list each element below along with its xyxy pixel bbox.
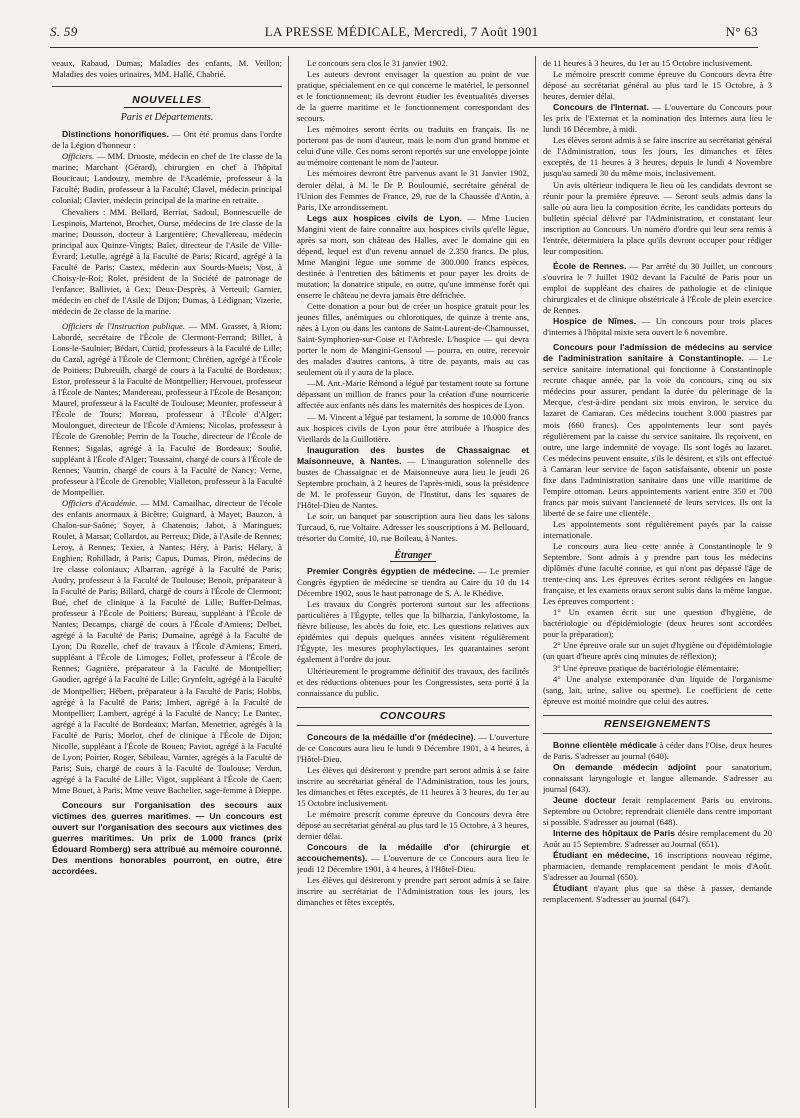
paragraph: Le concours aura lieu cette année à Constantinople le 9 Septembre. Sont admis à y prendre part tous les médecins diplômés d'une faculté connue, et qui n'ont pas dépassé l'âge de trente-cinq ans. Les épreuves écrites seront rédigées en langue française, et les examens oraux seront subis dans la même langue. Les épreuves comportent :: [543, 541, 772, 607]
paragraph: 2° Une épreuve orale sur un sujet d'hygiène ou d'épidémiologie (un quart d'heure après cinq minutes de réflexion);: [543, 640, 772, 662]
classified-ad: Étudiant n'ayant plus que sa thèse à passer, demande remplacement. S'adresser au journal (647).: [543, 883, 772, 905]
article-legs-lyon: Legs aux hospices civils de Lyon. — Mme Lucien Mangini vient de faire connaître aux hospices civils qu'elle lègue, après sa mort, son château des Halles, avec le domaine qui en dépend, lequel est d'un revenu annuel de 2.350 francs. De plus, Mme Mangini lègue une somme de 300.000 francs espèces, destinée à l'entretien des bâtiments et pour payer les droits de mutation; la donatrice stipule, en outre, qu'une immense forêt qui enserre le château ne devra jamais être défrichée.: [297, 212, 529, 300]
paragraph: — M. Vincent a légué par testament, la somme de 10.000 francs aux hospices civils de Lyon pour être attribuée à l'hospice des Vieillards de la Guillotière.: [297, 411, 529, 444]
paragraph: Cette donation a pour but de créer un hospice gratuit pour les jeunes filles, anémiques ou chlorotiques, de quinze à trente ans, nées à Lyon ou dans les cantons de Saint-Laurent-de-Chamousset, Saint-Symphorien-sur-Coise et l'Arbresle. L'hospice — qui devra porter le nom de Mangini-Gensoul — pourra, en outre, recevoir des malades d'autres cantons, à titre de payants, mais au cas seulement où il y aura de la place.: [297, 301, 529, 378]
article-distinctions: Distinctions honorifiques. — Ont été promus dans l'ordre de la Légion d'honneur :: [52, 129, 282, 151]
paragraph: —M. Ant.-Marie Rémond a légué par testament toute sa fortune dépassant un million de francs pour la création d'une nourricerie affectée aux enfants nés dans les maternités des hospices de Lyon.: [297, 378, 529, 411]
article-internat: Concours de l'Internat. — L'ouverture du Concours pour les prix de l'Externat et la nomination des Internes aura lieu le lundi 16 Décembre, à midi.: [543, 102, 772, 135]
journal-title: LA PRESSE MÉDICALE, Mercredi, 7 Août 1901: [264, 24, 539, 39]
column-right: [543, 58, 772, 1108]
column-left: [52, 58, 282, 1108]
article-concours-secours: Concours sur l'organisation des secours aux victimes des guerres maritimes. — Un concours est ouvert sur l'organisation des secours aux victimes des guerres maritimes. Un prix de 1.000 francs (prix Édouard Romberg) sera attribué au mémoire couronné. Des mentions honorables pourront, en outre, être accordées.: [52, 800, 282, 877]
article-inauguration: Inauguration des bustes de Chassaignac et Maisonneuve, à Nantes. — L'inauguration solennelle des bustes de Chassaignac et de Maisonneuve aura lieu le jeudi 26 Septembre prochain, à 2 heures de l'après-midi, sous la présidence de M. le professeur Guyon, de l'Institut, dans les squares de l'Hôtel-Dieu de Nantes.: [297, 444, 529, 510]
article-hospice-nimes: Hospice de Nîmes. — Un concours pour trois places d'internes à l'hôpital mixte sera ouvert le 6 novembre.: [543, 316, 772, 338]
paragraph: Les auteurs devront envisager la question au point de vue pratique, spécialement en ce qui concerne le matériel, le personnel et le fonctionnement; ils devront étudier les éventualités diverses de la guerre maritime et le fonctionnement correspondant des secours.: [297, 69, 529, 124]
paragraph: 3° Une épreuve pratique de bactériologie élémentaire;: [553, 662, 739, 673]
section-title-concours: CONCOURS: [297, 707, 529, 726]
subsection-paris: Paris et Départements.: [120, 112, 214, 124]
paragraph: Les élèves qui désireront y prendre part seront admis à se faire inscrire au secrétariat général de l'Administration, tous les jours, les dimanches et fêtes exceptés, de 11 heures à 3 heures, du 1er au 15 Octobre inclusivement.: [297, 764, 529, 808]
paragraph: Officiers d'Académie. — MM. Camailhac, directeur de l'école des enfants anormaux à Bicêtre; Guignard, à Mayet; Bauzon, à Chalon-sur-Saône; Soyer, à Chatenois; Jabot, à Maringues; Roulet, à Marsat; Collardot, au Perreux; Dide, à l'Asile de Rennes; Leroy, à Rennes; Texier, à Nantes; Héry, à Paris; Hélary, à Enghien; Rohilladr, à Paris; Capus, Dumas, Piron, médecins de 1re classe coloniaux; Albarran, agrégé à la Faculté de Paris; Audry, professeur à la Faculté de Toulouse; Benoit, préparateur à la Faculté de Paris; Billard, chargé de cours à l'École de Clermont; Bué, chef de clinique à la Faculté de Lille; Buffet-Delmas, professeur à l'École de Poitiers; Bureau, suppléant à l'École de Nantes; Decamps, chargé de cours à l'École d'Amiens; Delbet, agrégé à la Faculté de Paris; Dumaine, agrégé à la Faculté de Lyon; Du Rozelle, chef de travaux à l'École d'Amiens; Emeri, suppléant à l'École de Limoges; Follet, professeur à l'École de Rennes; Gagnière, préparateur à la Faculté de Montpellier; Gaudier, agrégé à la Faculté de Lille; Grynfeltt, agrégé à la Faculté de Montpellier; Hébert, préparateur à la Faculté de Paris; Hobbs, agrégé à la Faculté de Paris; Imbert, agrégé à la Faculté de Montpellier; Lambert, agrégé à la Faculté de Nancy; Le Dantec, agrégé à la Faculté de Bordeaux; Marfan, Menetrier, agrégés à la Faculté de Paris; Morlot, chef de clinique à l'École de Dijon; Nicolle, suppléant à l'École de Rouen; Paviot, agrégé à la Faculté de Lyon; Poirier, Roger, Sébileau, Varnier, agrégés à la Faculté de Paris; Suis, chargé de cours à la Faculté de Toulouse; Verdun, agrégé à la Faculté de Lille; Vigot, suppléant à l'École de Caen; Mme Bouet, à Paris; Mme veuve Bachelier, sage-femme à Dieppe.: [52, 497, 282, 795]
paragraph: Ultérieurement le programme définitif des travaux, des facilités et des réductions obtenues pour les Congressistes, sera porté à la connaissance du public.: [297, 665, 529, 698]
header-rule: [50, 47, 758, 48]
column-divider: [535, 56, 536, 1108]
paragraph: Le mémoire prescrit comme épreuve du Concours devra être déposé au secrétariat général au plus tard le 15 Octobre, à 3 heures, dernier délai.: [543, 69, 772, 102]
paragraph: Officiers. — MM. Druoste, médecin en chef de 1re classe de la marine; Marchant (Gérard), chirurgien en chef à l'hôpital Boucicaut; Landouzy, membre de l'Académie, professeur à la Faculté; Budin, professeur à la Faculté; Clavel, médecin principal colonial; Clavier, médecin principal de la marine en retraite.: [52, 151, 282, 206]
subsection-etranger: Étranger: [297, 550, 529, 561]
paragraph: Les élèves qui désireront y prendre part seront admis à se faire inscrire au secrétariat de l'Administration tous les jours, les dimanches et fêtes exceptés,: [297, 875, 529, 908]
paragraph: Le concours sera clos le 31 janvier 1902.: [307, 58, 448, 68]
section-rule: [52, 86, 282, 87]
column-middle: [297, 58, 529, 1108]
article-constantinople: Concours pour l'admission de médecins au service de l'administration sanitaire à Constantinople. — Le service sanitaire international qui fonctionne à Constantinople recrute chaque année, par la voie du concours, cinq ou six médecins pour assurer, pendant la durée du pèlerinage de la Mecque, c'est-à-dire pendant six mois environ, le service du lazaret de Camaran. Ces médecins touchent 3.000 piastres par mois (660 francs). Ces appointements leur sont payés régulièrement par la caisse du service sanitaire. Ils reçoivent, en outre, une large indemnité de voyage. Ils sont logés au lazaret. Ces médecins peuvent ensuite, s'ils le désirent, et s'ils ont effectué à Camaran leur service de façon satisfaisante, obtenir un poste fixe dans l'administration sanitaire dans une ville maritime de l'empire ottoman. Leurs appointements varient entre 350 et 700 francs par mois suivant l'ancienneté de leurs services. Ils ont la liberté de se faire une clientèle.: [543, 342, 772, 518]
classified-ad: On demande médecin adjoint pour sanatorium, connaissant laryngologie et langue allemande. S'adresser au journal (643).: [543, 761, 772, 794]
article-congres-egyptien: Premier Congrès égyptien de médecine. — Le premier Congrès égyptien de médecine se tiendra au Caire du 10 du 14 Décembre 1902, sous le haut patronage de S. A. le Khédive.: [297, 566, 529, 599]
classified-ad: Jeune docteur ferait remplacement Paris ou environs. Septembre ou Octobre; reprendrait clientèle dans centre important si possible. S'adresser au journal (648).: [543, 795, 772, 828]
paragraph: 4° Une analyse extemporanée d'un liquide de l'organisme (sang, lait, urine, salive ou sperme). Le coefficient de cette épreuve est moitié moindre que celui des autres.: [543, 673, 772, 706]
paragraph: Les travaux du Congrès porteront surtout sur les affections particulières à l'Égypte, telles que la bilharzia, l'ankylostome, la fièvre bilieuse, les abcès du foie, etc. Les questions relatives aux épidémies qui depuis quelques années visitent régulièrement l'Égypte, les mesures prophylactiques, les quarantaines seront également à l'ordre du jour.: [297, 599, 529, 665]
folio: S. 59: [50, 24, 78, 39]
paragraph: Les mémoires seront écrits ou traduits en français. Ils ne porteront pas de nom d'auteur, mais le nom d'un grand homme et celui d'une ville. Ces noms seront reportés sur une enveloppe jointe au mémoire contenant le nom de l'auteur.: [297, 124, 529, 168]
paragraph: 1° Un examen écrit sur une question d'hygiène, de bactériologie ou d'épidémiologie (deux heures sont accordées pour la préparation);: [543, 607, 772, 640]
paragraph: Chevaliers : MM. Bellard, Berriat, Sadoul, Bonnescuelle de Lespinois, Martenot, Brochet, Ourse, médecins de 1re classe de la marine; Dousson, docteur à Largentière; Chevallereau, médecin principal aux Quinze-Vingts; Balet, directeur de l'Asile de Ville-Évrard; Letulle, agrégé à la Faculté de Paris; Ricard, agrégé à la Faculté de Paris; Castex, médecin aux Sourds-Muets; Vost, à Choisy-le-Roi; Rolet, président de la Société de patronage de l'enfance; Balliviet, à Gex; Deux-Desprès, à Verteuil; Garnier, médecin en chef de l'Asile de Dijon; Dumas, à Lédignan; Vizerie, médecin de 2e classe de la marine.: [52, 206, 282, 316]
article-ecole-rennes: École de Rennes. — Par arrêté du 30 Juillet, un concours s'ouvrira le 7 Juillet 1902 devant la Faculté de Paris pour un emploi de suppléant des chaires de pathologie et de clinique chirurgicales et de clinique obstétricale à l'École de plein exercice de Rennes.: [543, 260, 772, 316]
section-title-renseignements: RENSEIGNEMENTS: [543, 715, 772, 734]
column-divider: [288, 56, 289, 1108]
paragraph: Un avis ultérieur indiquera le lieu où les candidats devront se réunir pour la première épreuve. — Seront seuls admis dans la salle où aura lieu la composition écrite, les candidats porteurs du bulletin spécial délivré par l'Administration, et constatant leur inscription au Concours. Un numéro d'ordre qui leur sera remis à l'entrée, déterminera la place qu'ils devront occuper pour rédiger leur composition.: [543, 179, 772, 256]
classified-ad: Interne des hôpitaux de Paris désire remplacement du 20 Août au 15 Septembre. S'adresser au Journal (651).: [543, 828, 772, 850]
paragraph: Officiers de l'Instruction publique. — MM. Grasset, à Riom; Labordé, secrétaire de l'École de Clermont-Ferrand; Billet, à Lons-le-Saulnier; Bédart, Curtid, professeurs à la Faculté de Lille; du Cazal, agrégé à l'École de Clermont; Chrétien, agrégé à l'École de Poitiers; Dubreuilh, chargé de cours à la Faculté de Bordeaux; Estor, professeur à la Faculté de Montpellier; Hervouet, professeur à l'École de Nantes; Mandereau, professeur à l'École de Besançon; Maurel, professeur à la Faculté de Toulouse; Meunier, professeur à l'École de Tours; Moreau, professeur à l'École d'Alger; Moulonguet, directeur de l'École d'Amiens; Nicolas, professeur à l'École de Grenoble; Perrin de la Touche, directeur de l'École de Rennes; Sigalas, agrégé à la Faculté de Bordeaux; Soulié, suppléant à l'École d'Alger; Toussaint, chargé de cours à l'École de Rennes; Vautrin, chargé de cours à la Faculté de Nancy; Verne, professeur à l'École de Grenoble; Vialleton, professeur à la Faculté de Montpellier.: [52, 320, 282, 497]
issue-number: N° 63: [725, 24, 758, 39]
page-header: [50, 24, 758, 46]
paragraph: Les mémoires devront être parvenus avant le 31 Janvier 1902, dernier délai, à M. le Dr P. Bouloumié, secrétaire général de l'Union des Femmes de France, 29, rue de la Chaussée d'Antin, à Paris, IXe arrondissement.: [297, 168, 529, 212]
paragraph: veaux, Rabaud, Dumas; Maladies des enfants, M. Veillon; Maladies des voies urinaires, MM. Hallé, Chabrié.: [52, 58, 282, 80]
paragraph: Le mémoire prescrit comme épreuve du Concours devra être déposé au secrétariat général au plus tard le 15 Octobre, à 3 heures, dernier délai.: [297, 809, 529, 842]
paragraph: Les appointements sont régulièrement payés par la caisse internationale.: [543, 518, 772, 540]
classified-ad: Bonne clientèle médicale à céder dans l'Oise, deux heures de Paris. S'adresser au journal (640).: [543, 739, 772, 761]
classified-ad: Étudiant en médecine, 16 inscriptions nouveau régime, pharmacien, demande remplacement pendant le mois d'Août. S'adresser au Journal (650).: [543, 850, 772, 883]
paragraph: Les élèves seront admis à se faire inscrire au secrétariat général de l'Administration, tous les jours, les dimanches et fêtes exceptés, de 11 heures à 3 heures, depuis le lundi 4 Novembre jusqu'au samedi 30 du même mois, inclusivement.: [543, 135, 772, 179]
paragraph: Le soir, un banquet par souscription aura lieu dans les salons Turcaud, 6, rue Voltaire. Adresser les souscriptions à M. Bellouard, trésorier du Comité, 10, rue Boileau, à Nantes.: [297, 510, 529, 544]
section-title-nouvelles: NOUVELLES: [52, 95, 282, 106]
paragraph: de 11 heures à 3 heures, du 1er au 15 Octobre inclusivement.: [543, 58, 753, 68]
article-medaille-or-chirurgie: Concours de la médaille d'or (chirurgie et accouchements). — L'ouverture de ce Concours aura lieu le jeudi 12 Décembre 1901, à 4 heures, à l'Hôtel-Dieu.: [297, 842, 529, 875]
article-medaille-or-medecine: Concours de la médaille d'or (médecine). — L'ouverture de ce Concours aura lieu le lundi 9 Décembre 1901, à 4 heures, à l'Hôtel-Dieu.: [297, 731, 529, 764]
